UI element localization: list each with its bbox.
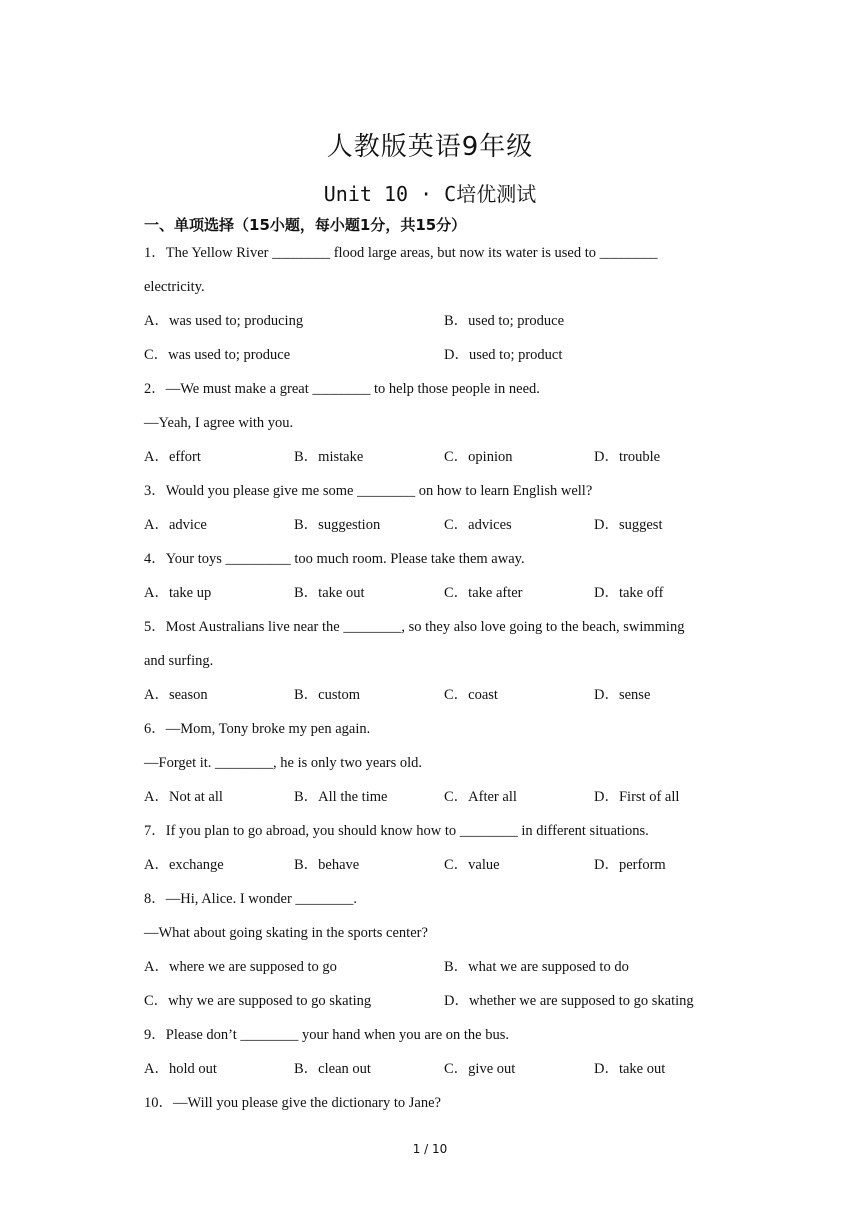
option-d: D．whether we are supposed to go skating	[444, 993, 694, 1009]
option-a: A．Not at all	[144, 789, 223, 805]
question-text: and surfing.	[144, 653, 214, 669]
option-b: B．clean out	[294, 1061, 371, 1077]
options-row	[144, 984, 724, 1018]
question-text: 9．Please don’t ________ your hand when you are on the bus.	[144, 1027, 509, 1043]
option-d: D．take out	[594, 1061, 666, 1077]
page-number: 1 / 10	[412, 1142, 448, 1156]
option-b: B．All the time	[294, 789, 388, 805]
option-c: C．was used to; produce	[144, 347, 291, 363]
option-c: C．opinion	[444, 449, 513, 465]
option-d: D．used to; product	[444, 347, 563, 363]
option-d: D．suggest	[594, 517, 663, 533]
options-row	[144, 338, 724, 372]
option-d: D．take off	[594, 585, 664, 601]
options-row	[144, 304, 724, 338]
question-text: 4．Your toys _________ too much room. Please take them away.	[144, 551, 525, 567]
option-a: A．was used to; producing	[144, 313, 304, 329]
question-text: 2．—We must make a great ________ to help those people in need.	[144, 381, 540, 397]
options-row	[144, 950, 724, 984]
option-d: D．sense	[594, 687, 651, 703]
option-a: A．hold out	[144, 1061, 217, 1077]
question-text: 7．If you plan to go abroad, you should know how to ________ in different situations.	[144, 823, 649, 839]
option-a: A．take up	[144, 585, 212, 601]
option-b: B．custom	[294, 687, 361, 703]
option-a: A．season	[144, 687, 208, 703]
options-row	[144, 780, 724, 814]
question-text: —Yeah, I agree with you.	[144, 415, 294, 431]
option-b: B．mistake	[294, 449, 364, 465]
options-row	[144, 1052, 724, 1086]
document-subtitle: Unit 10 · C培优测试	[323, 182, 537, 206]
question-text: —What about going skating in the sports center?	[144, 925, 428, 941]
option-c: C．give out	[444, 1061, 516, 1077]
option-a: A．exchange	[144, 857, 224, 873]
question-text: 1．The Yellow River ________ flood large areas, but now its water is used to ________	[144, 245, 658, 261]
question-text: electricity.	[144, 279, 205, 295]
option-c: C．coast	[444, 687, 498, 703]
question-list	[144, 236, 724, 1120]
question-text: 8．—Hi, Alice. I wonder ________.	[144, 891, 358, 907]
question-text: 10．—Will you please give the dictionary to Jane?	[144, 1095, 441, 1111]
option-c: C．why we are supposed to go skating	[144, 993, 372, 1009]
question-text: 6．—Mom, Tony broke my pen again.	[144, 721, 371, 737]
option-c: C．value	[444, 857, 500, 873]
option-b: B．what we are supposed to do	[444, 959, 629, 975]
options-row	[144, 848, 724, 882]
option-b: B．suggestion	[294, 517, 381, 533]
options-row	[144, 440, 724, 474]
option-b: B．behave	[294, 857, 360, 873]
options-row	[144, 678, 724, 712]
option-d: D．trouble	[594, 449, 661, 465]
question-text: 5．Most Australians live near the ________, so they also love going to the beach, swimming	[144, 619, 685, 635]
options-row	[144, 576, 724, 610]
option-b: B．take out	[294, 585, 365, 601]
option-a: A．effort	[144, 449, 201, 465]
option-d: D．First of all	[594, 789, 680, 805]
question-text: —Forget it. ________, he is only two years old.	[144, 755, 423, 771]
document-title: 人教版英语9年级	[326, 132, 534, 162]
option-a: A．where we are supposed to go	[144, 959, 337, 975]
option-c: C．take after	[444, 585, 523, 601]
options-row	[144, 508, 724, 542]
question-text: 3．Would you please give me some ________ on how to learn English well?	[144, 483, 593, 499]
option-c: C．After all	[444, 789, 517, 805]
section-heading: 一、单项选择（15小题，每小题1分，共15分）	[144, 216, 467, 234]
option-c: C．advices	[444, 517, 512, 533]
option-d: D．perform	[594, 857, 666, 873]
option-a: A．advice	[144, 517, 207, 533]
option-b: B．used to; produce	[444, 313, 565, 329]
